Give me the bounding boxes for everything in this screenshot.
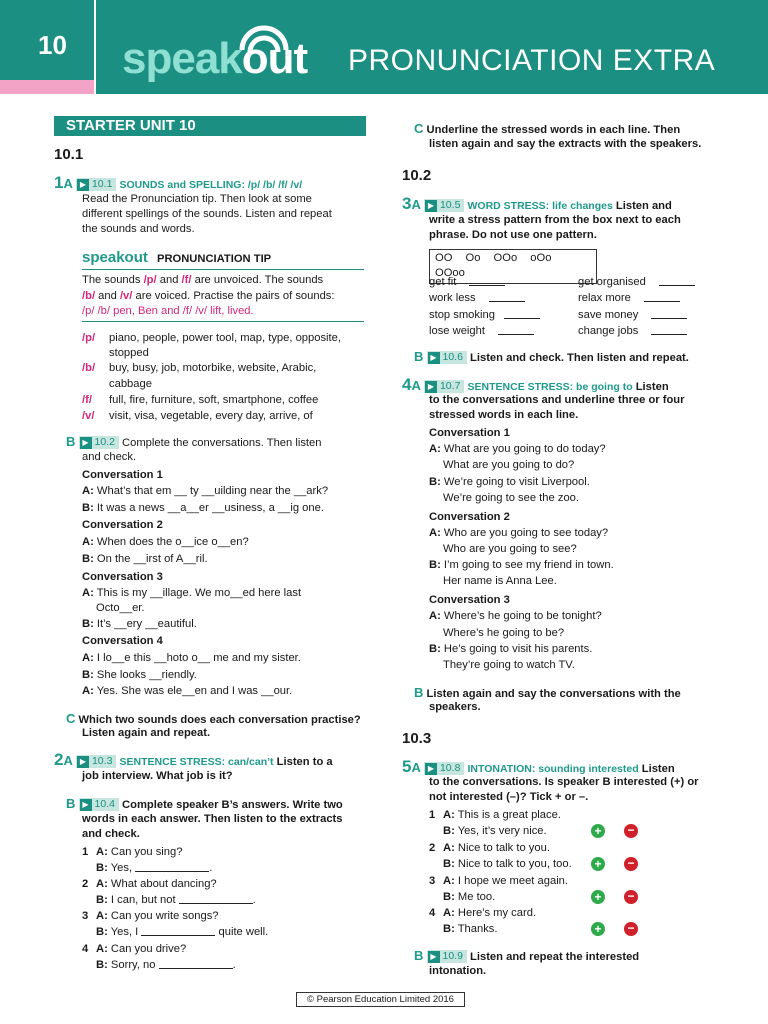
section-heading-10-3: 10.3 — [402, 730, 432, 747]
section-heading-10-1: 10.1 — [54, 146, 84, 163]
tip-line-3: /p/ /b/ pen, Ben and /f/ /v/ lift, lived. — [82, 305, 254, 317]
conversation-line: Her name is Anna Lee. — [443, 575, 557, 587]
item-question: A: This is a great place. — [443, 809, 561, 821]
item-number: 3 — [82, 910, 89, 922]
item-number: 2 — [429, 842, 436, 854]
play-icon: ▶ — [428, 951, 440, 963]
item-answer: B: Me too. — [443, 891, 496, 903]
tip-line-1: The sounds /p/ and /f/ are unvoiced. The sounds — [82, 274, 324, 286]
plus-icon[interactable]: + — [591, 922, 605, 936]
tip-divider-bottom — [82, 321, 364, 322]
audio-track-badge[interactable]: ▶ 10.5 — [424, 199, 464, 212]
exercise-5a: 5A ▶ 10.8 INTONATION: sounding interested Listen — [402, 757, 675, 776]
conversation-line: A: What are you going to do today? — [429, 443, 606, 455]
exercise-2b-line3: and check. — [82, 828, 140, 840]
audio-track-badge[interactable]: ▶ 10.2 — [79, 436, 119, 449]
conversation-line: B: I’m going to see my friend in town. — [429, 559, 614, 571]
item-question: A: Can you sing? — [96, 846, 183, 858]
answer-blank[interactable] — [179, 893, 253, 904]
play-icon: ▶ — [425, 381, 437, 393]
page-title: PRONUNCIATION EXTRA — [348, 44, 716, 77]
phrase-item: change jobs — [578, 324, 687, 339]
exercise-2a-line2: job interview. What job is it? — [82, 770, 233, 782]
answer-blank[interactable] — [469, 275, 505, 286]
exercise-4a: 4A ▶ 10.7 SENTENCE STRESS: be going to Listen — [402, 375, 669, 394]
sound-symbol: /p/ — [82, 332, 96, 344]
audio-track-badge[interactable]: ▶ 10.9 — [427, 950, 467, 963]
answer-blank[interactable] — [504, 308, 540, 319]
sound-symbol: /v/ — [82, 410, 95, 422]
sound-symbol: /f/ — [82, 394, 92, 406]
header-accent-strip — [0, 80, 94, 94]
item-question: A: What about dancing? — [96, 878, 217, 890]
exercise-2b: B ▶ 10.4 Complete speaker B’s answers. Write two — [66, 796, 343, 811]
item-number: 1 — [82, 846, 89, 858]
conversation-line: B: He’s going to visit his parents. — [429, 643, 593, 655]
section-heading-10-2: 10.2 — [402, 167, 432, 184]
audio-track-badge[interactable]: ▶ 10.4 — [79, 798, 119, 811]
exercise-1b: B ▶ 10.2 Complete the conversations. Then listen — [66, 434, 322, 449]
exercise-2c-line2: listen again and say the extracts with the speakers. — [429, 138, 702, 150]
answer-blank[interactable] — [489, 291, 525, 302]
tip-line-2: /b/ and /v/ are voiced. Practise the pairs of sounds: — [82, 290, 335, 302]
sound-words: cabbage — [109, 378, 152, 390]
item-number: 2 — [82, 878, 89, 890]
play-icon: ▶ — [425, 200, 437, 212]
unit-banner: STARTER UNIT 10 — [54, 116, 366, 136]
answer-blank[interactable] — [141, 925, 215, 936]
conversation-line: Octo__er. — [96, 602, 145, 614]
item-question: A: Here’s my card. — [443, 907, 537, 919]
unit-number: 10 — [38, 30, 67, 60]
conversation-line: Where’s he going to be? — [443, 627, 565, 639]
sound-words: buy, busy, job, motorbike, website, Arabic, — [109, 362, 317, 374]
play-icon: ▶ — [425, 763, 437, 775]
sound-words: piano, people, power tool, map, type, opposite, — [109, 332, 341, 344]
conversation-title: Conversation 2 — [429, 511, 510, 523]
phrase-item: get fit — [429, 275, 505, 290]
exercise-1b-line2: and check. — [82, 451, 137, 463]
item-answer: B: Yes, . — [96, 862, 213, 874]
answer-blank[interactable] — [644, 291, 680, 302]
pronunciation-tip-header — [82, 250, 271, 267]
unit-number-box — [0, 0, 94, 80]
exercise-4a-line3: stressed words in each line. — [429, 409, 579, 421]
plus-icon[interactable]: + — [591, 890, 605, 904]
answer-blank[interactable] — [498, 324, 534, 335]
conversation-line: A: What’s that em __ ty __uilding near the __ark? — [82, 485, 329, 497]
conversation-title: Conversation 1 — [82, 469, 163, 481]
conversation-line: A: Who are you going to see today? — [429, 527, 609, 539]
conversation-line: We’re going to see the zoo. — [443, 492, 579, 504]
play-icon: ▶ — [77, 179, 89, 191]
phrase-item: lose weight — [429, 324, 534, 339]
item-number: 4 — [429, 907, 436, 919]
conversation-line: B: It was a news __a__er __usiness, a __ig one. — [82, 502, 324, 514]
exercise-2b-line2: words in each answer. Then listen to the extracts — [82, 813, 343, 825]
minus-icon[interactable]: − — [624, 824, 638, 838]
exercise-5a-line3: not interested (–)? Tick + or –. — [429, 791, 589, 803]
item-answer: B: Yes, it’s very nice. — [443, 825, 547, 837]
minus-icon[interactable]: − — [624, 857, 638, 871]
conversation-title: Conversation 1 — [429, 427, 510, 439]
exercise-3b: B ▶ 10.6 Listen and check. Then listen and repeat. — [414, 349, 689, 364]
exercise-3a-line3: phrase. Do not use one pattern. — [429, 229, 597, 241]
conversation-line: Who are you going to see? — [443, 543, 577, 555]
item-number: 1 — [429, 809, 436, 821]
exercise-4b-line2: speakers. — [429, 701, 481, 713]
phrase-item: relax more — [578, 291, 680, 306]
item-answer: B: Yes, I quite well. — [96, 926, 269, 938]
phrase-item: save money — [578, 308, 687, 323]
conversation-line: B: On the __irst of A__ril. — [82, 553, 208, 565]
answer-blank[interactable] — [659, 275, 695, 286]
conversation-line: A: This is my __illage. We mo__ed here last — [82, 587, 302, 599]
conversation-line: A: Yes. She was ele__en and I was __our. — [82, 685, 293, 697]
item-answer: B: Sorry, no . — [96, 959, 236, 971]
exercise-5b-line2: intonation. — [429, 965, 487, 977]
exercise-1a-line3: the sounds and words. — [82, 223, 195, 235]
exercise-5a-line2: to the conversations. Is speaker B interested (+) or — [429, 776, 699, 788]
sound-words: full, fire, furniture, soft, smartphone, coffee — [109, 394, 319, 406]
exercise-4a-line2: to the conversations and underline three or four — [429, 394, 685, 406]
conversation-line: B: It’s __ery __eautiful. — [82, 618, 197, 630]
exercise-3a: 3A ▶ 10.5 WORD STRESS: life changes Listen and — [402, 194, 672, 213]
conversation-line: A: Where’s he going to be tonight? — [429, 610, 602, 622]
item-answer: B: I can, but not . — [96, 894, 256, 906]
answer-blank[interactable] — [159, 958, 233, 969]
exercise-1c-line2: Listen again and repeat. — [82, 727, 211, 739]
audio-track-badge[interactable]: ▶ 10.7 — [424, 380, 464, 393]
conversation-title: Conversation 4 — [82, 635, 163, 647]
item-question: A: Can you drive? — [96, 943, 187, 955]
item-answer: B: Thanks. — [443, 923, 498, 935]
item-answer: B: Nice to talk to you, too. — [443, 858, 572, 870]
item-question: A: Nice to talk to you. — [443, 842, 550, 854]
item-question: A: I hope we meet again. — [443, 875, 569, 887]
conversation-line: B: She looks __riendly. — [82, 669, 197, 681]
exercise-2c: C Underline the stressed words in each line. Then — [414, 121, 681, 136]
exercise-2a: 2A ▶ 10.3 SENTENCE STRESS: can/can’t Listen to a — [54, 750, 333, 769]
exercise-4b: B Listen again and say the conversations with the — [414, 685, 681, 700]
phrase-item: get organised — [578, 275, 695, 290]
tip-divider-top — [82, 269, 364, 270]
phrase-item: stop smoking — [429, 308, 540, 323]
plus-icon[interactable]: + — [591, 857, 605, 871]
conversation-line: A: When does the o__ice o__en? — [82, 536, 249, 548]
stress-pattern-box: OO Oo OOo oOo OOoo — [429, 249, 597, 284]
conversation-line: B: We’re going to visit Liverpool. — [429, 476, 590, 488]
exercise-1a-line1: Read the Pronunciation tip. Then look at some — [82, 193, 312, 205]
conversation-title: Conversation 3 — [82, 571, 163, 583]
exercise-1a: 1A ▶ 10.1 SOUNDS and SPELLING: /p/ /b/ /f/ /v/ — [54, 173, 303, 192]
plus-icon[interactable]: + — [591, 824, 605, 838]
speakout-logo: speakout — [122, 34, 308, 83]
conversation-title: Conversation 2 — [82, 519, 163, 531]
item-number: 3 — [429, 875, 436, 887]
sound-symbol: /b/ — [82, 362, 96, 374]
header-bar — [96, 0, 768, 94]
conversation-line: What are you going to do? — [443, 459, 575, 471]
sound-words: stopped — [109, 347, 149, 359]
audio-track-badge[interactable]: ▶ 10.3 — [76, 755, 116, 768]
sound-words: visit, visa, vegetable, every day, arrive, of — [109, 410, 313, 422]
conversation-title: Conversation 3 — [429, 594, 510, 606]
audio-track-badge[interactable]: ▶ 10.8 — [424, 762, 464, 775]
exercise-1a-line2: different spellings of the sounds. Listen and repeat — [82, 208, 332, 220]
copyright-footer: © Pearson Education Limited 2016 — [296, 992, 465, 1007]
audio-track-badge[interactable]: ▶ 10.6 — [427, 351, 467, 364]
conversation-line: A: I lo__e this __hoto o__ me and my sister. — [82, 652, 301, 664]
answer-blank[interactable] — [651, 324, 687, 335]
exercise-5b: B ▶ 10.9 Listen and repeat the interested — [414, 948, 640, 963]
minus-icon[interactable]: − — [624, 922, 638, 936]
answer-blank[interactable] — [135, 861, 209, 872]
play-icon: ▶ — [80, 437, 92, 449]
exercise-3a-line2: write a stress pattern from the box next to each — [429, 214, 681, 226]
play-icon: ▶ — [428, 352, 440, 364]
audio-track-badge[interactable]: ▶ 10.1 — [76, 178, 116, 191]
speakout-mini-logo: speakout — [82, 249, 148, 266]
phrase-item: work less — [429, 291, 525, 306]
play-icon: ▶ — [80, 799, 92, 811]
tip-title: PRONUNCIATION TIP — [156, 253, 272, 265]
item-number: 4 — [82, 943, 89, 955]
exercise-1c: C Which two sounds does each conversation practise? — [66, 711, 361, 726]
item-question: A: Can you write songs? — [96, 910, 219, 922]
conversation-line: They’re going to watch TV. — [443, 659, 575, 671]
minus-icon[interactable]: − — [624, 890, 638, 904]
play-icon: ▶ — [77, 756, 89, 768]
answer-blank[interactable] — [651, 308, 687, 319]
